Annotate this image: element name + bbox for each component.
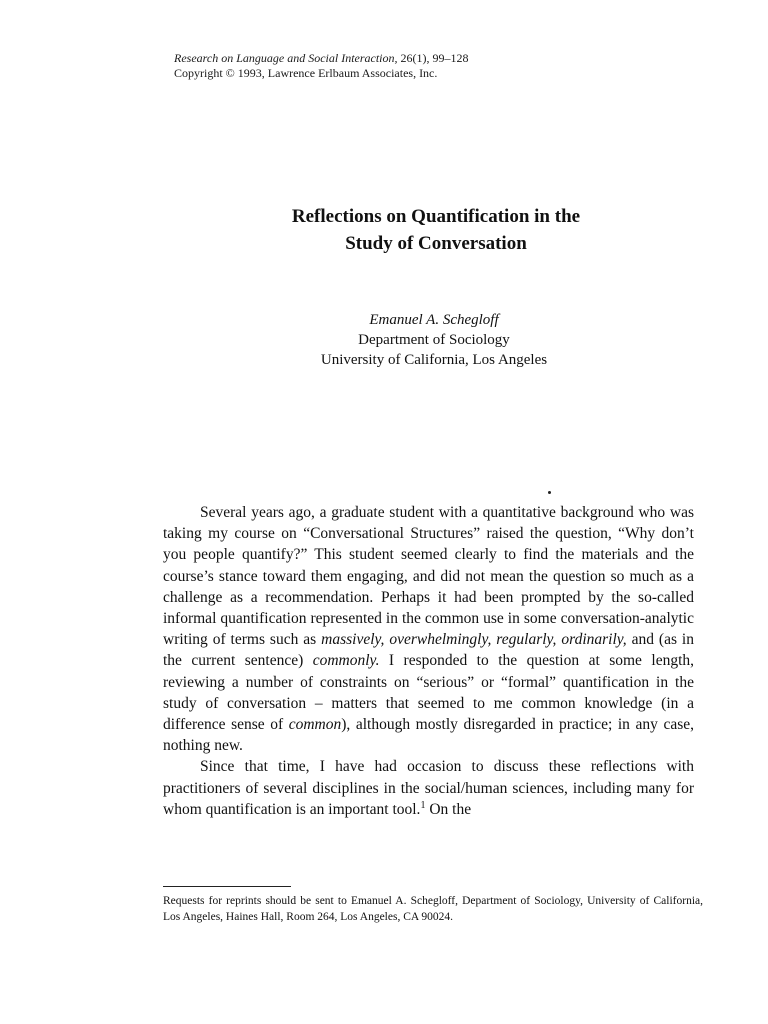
- journal-name: Research on Language and Social Interaction,: [174, 51, 398, 65]
- p2-text-b: On the: [425, 800, 472, 818]
- p1-italic-common: common: [288, 716, 342, 734]
- volume-pages: 26(1), 99–128: [397, 51, 469, 65]
- p1-italic-terms: massively, overwhelmingly, regularly, ordinarily,: [321, 631, 627, 649]
- speck-mark: [548, 491, 551, 494]
- paragraph-2: [163, 756, 694, 820]
- p1-italic-commonly: commonly.: [312, 652, 380, 670]
- p1-text-c: I responded to the question at some length, reviewing a number of constraints on “serious” or “formal” quantification in the study of conversation – matters that seemed to me common knowledge (in a difference sense of: [163, 652, 695, 734]
- author-block: [50, 310, 768, 370]
- author-university: University of California, Los Angeles: [320, 352, 548, 368]
- author-name: Emanuel A. Schegloff: [369, 312, 499, 328]
- p1-text-b: and (as in the current sentence): [163, 631, 694, 670]
- article-body: [163, 502, 694, 820]
- author-department: Department of Sociology: [358, 332, 510, 348]
- copyright-line: Copyright © 1993, Lawrence Erlbaum Associates, Inc.: [174, 66, 438, 80]
- article-title: [52, 203, 768, 257]
- title-line-2: Study of Conversation: [345, 233, 527, 254]
- p1-text-a: Several years ago, a graduate student with a quantitative background who was taking my course on “Conversational Structures” raised the question, “Why don’t you people quantify?” This student seemed clearly to find the materials and the course’s stance toward them engaging, and did not mean the question so much as a challenge as a recommendation. Perhaps it had been prompted by the so-called informal quantification represented in the common use in some conversation-analytic writing of terms such as: [163, 504, 694, 649]
- footnote-text: Requests for reprints should be sent to Emanuel A. Schegloff, Department of Sociology, University of California, Los Angeles, Haines Hall, Room 264, Los Angeles, CA 90024.: [163, 895, 703, 923]
- p1-text-d: ), although mostly disregarded in practice; in any case, nothing new.: [163, 716, 695, 755]
- footnote-marker[interactable]: 1: [420, 799, 426, 811]
- footnote-divider: [163, 886, 291, 887]
- journal-citation: [174, 51, 469, 66]
- p2-text-a: Since that time, I have had occasion to discuss these reflections with practitioners of several disciplines in the social/human sciences, including many for whom quantification is an important tool.: [163, 758, 694, 818]
- title-line-1: Reflections on Quantification in the: [291, 206, 581, 227]
- journal-header: [174, 51, 469, 81]
- paragraph-1: [163, 502, 694, 756]
